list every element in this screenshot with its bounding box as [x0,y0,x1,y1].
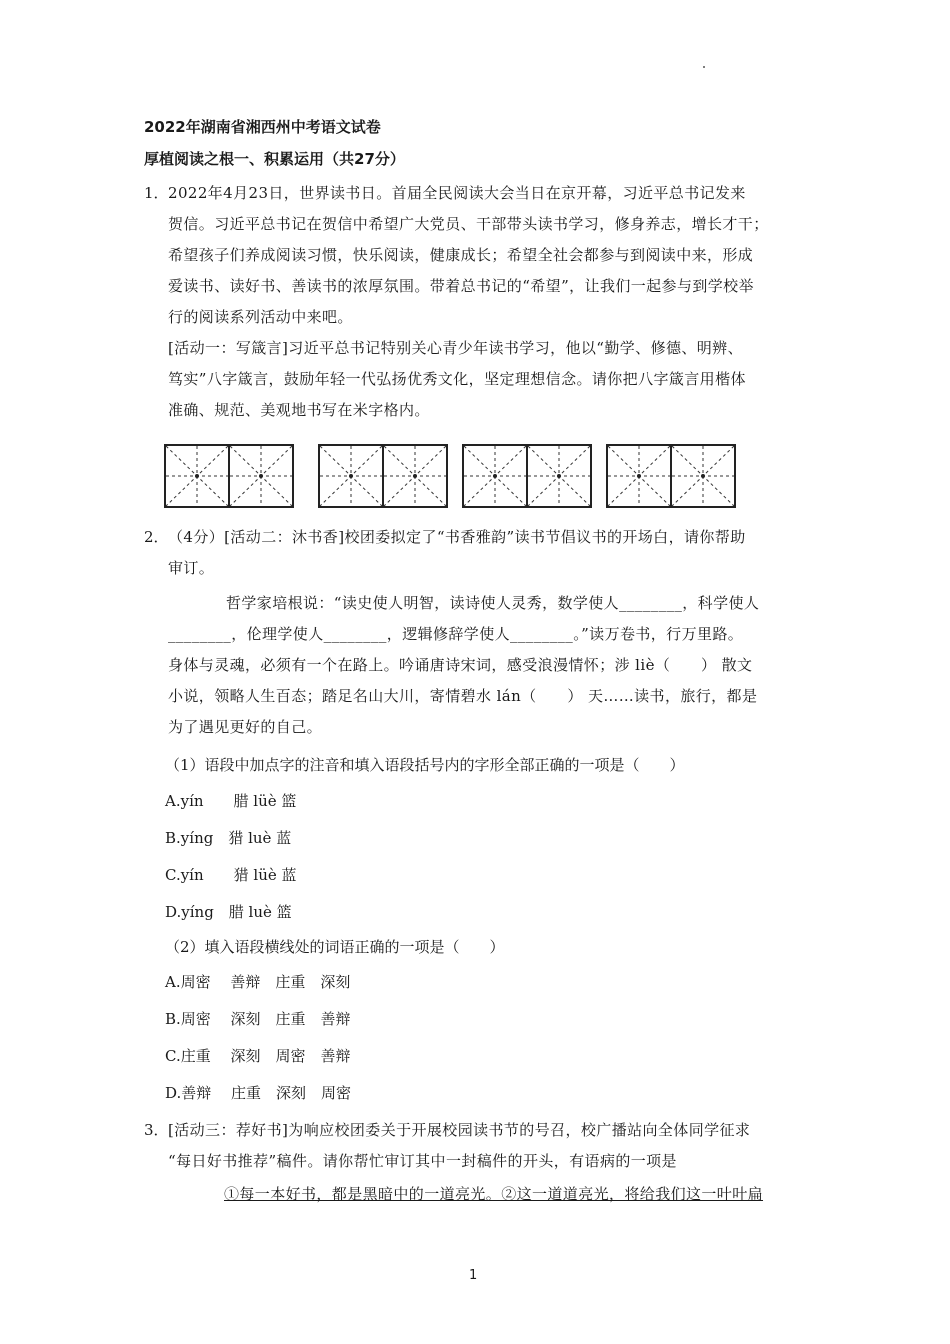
q3-line: [活动三：荐好书]为响应校团委关于开展校园读书节的号召，校广播站向全体同学征求 [168,1121,751,1139]
mizi-guide-lines [230,446,292,506]
mizi-cell[interactable] [526,446,590,506]
decorative-dot [703,66,705,68]
option-b[interactable]: B.周密 深刻 庄重 善辩 [165,1010,351,1028]
center-dot [493,474,497,478]
passage-line: 为了遇见更好的自己。 [168,718,323,736]
question-1-number: 1． [144,184,169,202]
option-d[interactable]: D.yíng 腊 luè 篮 [165,903,292,921]
q1-line: 2022年4月23日，世界读书日。首届全民阅读大会当日在京开幕，习近平总书记发来 [168,184,746,202]
question-2-passage [168,588,818,743]
page-number: 1 [469,1268,478,1283]
question-1-text [168,178,818,426]
passage-line: 身体与灵魂，必须有一个在路上。吟诵唐诗宋词，感受浪漫情怀；涉 liè（ ） 散文 [168,656,753,674]
mizi-grid-pair-3[interactable] [462,444,592,508]
mizi-cell[interactable] [166,446,228,506]
center-dot [701,474,705,478]
option-b[interactable]: B.yíng 猎 luè 蓝 [165,829,292,847]
mizi-grid-pair-1[interactable] [164,444,294,508]
question-3-text [168,1115,818,1177]
center-dot [195,474,199,478]
q1-line: 行的阅读系列活动中来吧。 [168,308,353,326]
question-3-excerpt: ①每一本好书，都是黑暗中的一道亮光。②这一道道亮光，将给我们这一叶叶扁 [224,1185,764,1203]
q3-line: “每日好书推荐”稿件。请你帮忙审订其中一封稿件的开头，有语病的一项是 [168,1152,677,1170]
q2-line: 审订。 [168,559,215,577]
mizi-guide-lines [528,446,590,506]
q1-line: 爱读书、读好书、善读书的浓厚氛围。带着总书记的“希望”，让我们一起参与到学校举 [168,277,754,295]
mizi-cell[interactable] [608,446,670,506]
center-dot [259,474,263,478]
mizi-cell[interactable] [464,446,526,506]
option-c[interactable]: C.yín 猎 lüè 蓝 [165,866,297,884]
section-heading: 厚植阅读之根一、积累运用（共27分） [144,150,405,168]
question-2-number: 2． [144,528,169,546]
option-c[interactable]: C.庄重 深刻 周密 善辩 [165,1047,351,1065]
mizi-guide-lines [384,446,446,506]
option-a[interactable]: A.yín 腊 lüè 篮 [165,792,297,810]
exam-title: 2022年湖南省湘西州中考语文试卷 [144,118,381,136]
sub-question-1: （1）语段中加点字的注音和填入语段括号内的字形全部正确的一项是（ ） [165,756,685,774]
mizi-guide-lines [672,446,734,506]
mizi-cell[interactable] [382,446,446,506]
center-dot [413,474,417,478]
q1-line: 贺信。习近平总书记在贺信中希望广大党员、干部带头读书学习，修身养志，增长才干； [168,215,769,233]
q1-line: 笃实”八字箴言，鼓励年轻一代弘扬优秀文化，坚定理想信念。请你把八字箴言用楷体 [168,370,746,388]
q1-line: 希望孩子们养成阅读习惯，快乐阅读，健康成长；希望全社会都参与到阅读中来，形成 [168,246,754,264]
q1-line: [活动一：写箴言]习近平总书记特别关心青少年读书学习，他以“勤学、修德、明辨、 [168,339,743,357]
mizi-cell[interactable] [320,446,382,506]
passage-line: ________，伦理学使人________，逻辑修辞学使人________。”读万卷书，行万里路。 [168,625,744,643]
q1-line: 准确、规范、美观地书写在米字格内。 [168,401,430,419]
question-3-number: 3． [144,1121,169,1139]
center-dot [349,474,353,478]
mizi-cell[interactable] [670,446,734,506]
passage-line: 哲学家培根说：“读史使人明智，读诗使人灵秀，数学使人________，科学使人 [226,594,760,612]
center-dot [557,474,561,478]
question-2-text [168,522,818,584]
mizi-grid-pair-2[interactable] [318,444,448,508]
center-dot [637,474,641,478]
sub-question-2: （2）填入语段横线处的词语正确的一项是（ ） [165,938,505,956]
mizi-cell[interactable] [228,446,292,506]
option-d[interactable]: D.善辩 庄重 深刻 周密 [165,1084,352,1102]
mizi-guide-lines [166,446,228,506]
q2-line: （4分）[活动二：沐书香]校团委拟定了“书香雅韵”读书节倡议书的开场白，请你帮助 [168,528,746,546]
mizi-guide-lines [320,446,382,506]
mizi-guide-lines [464,446,526,506]
option-a[interactable]: A.周密 善辩 庄重 深刻 [165,973,351,991]
mizi-grid-pair-4[interactable] [606,444,736,508]
passage-line: 小说，领略人生百态；踏足名山大川，寄情碧水 lán（ ） 天……读书，旅行，都是 [168,687,758,705]
mizi-guide-lines [608,446,670,506]
